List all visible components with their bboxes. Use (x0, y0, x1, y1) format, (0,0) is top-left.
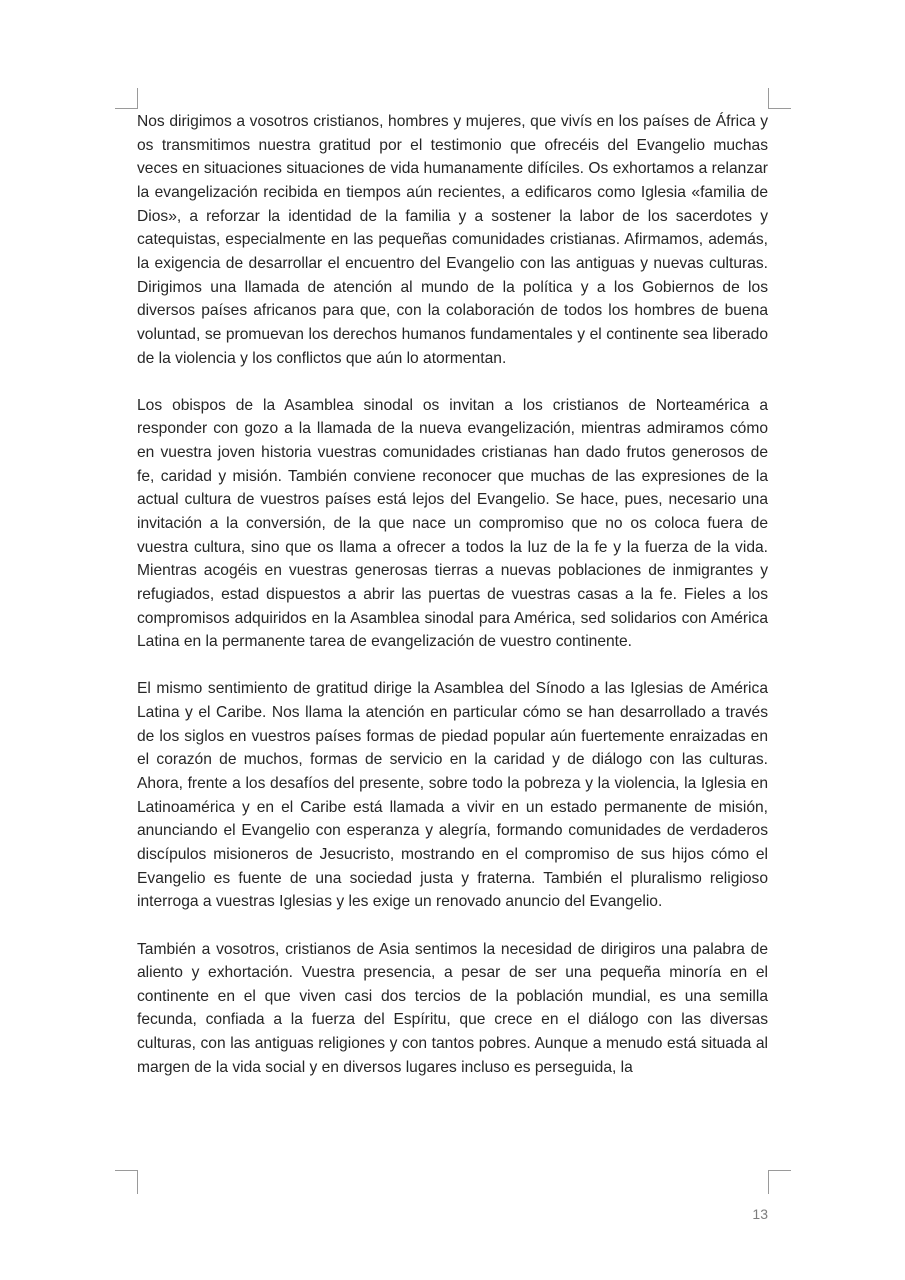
paragraph-asia: También a vosotros, cristianos de Asia sentimos la necesidad de dirigiros una palabra de aliento y exhortación. Vuestra presencia, a pesar de ser una pequeña minoría en el continente en el que viven casi dos tercios de la población mundial, es una semilla fecunda, confiada a la fuerza del Espíritu, que crece en el diálogo con las diversas culturas, con las antiguas religiones y con tantos pobres. Aunque a menudo está situada al margen de la vida social y en diversos lugares incluso es perseguida, la (137, 940, 768, 1076)
paragraph-latin-america: El mismo sentimiento de gratitud dirige la Asamblea del Sínodo a las Iglesias de América Latina y el Caribe. Nos llama la atención en particular cómo se han desarrollado a través de los siglos en vuestros países formas de piedad popular aún fuertemente enraizadas en el corazón de muchos, formas de servicio en la caridad y de diálogo con las culturas. Ahora, frente a los desafíos del presente, sobre todo la pobreza y la violencia, la Iglesia en Latinoamérica y en el Caribe está llamada a vivir en un estado permanente de misión, anunciando el Evangelio con esperanza y alegría, formando comunidades de verdaderos discípulos misioneros de Jesucristo, mostrando en el compromiso de sus hijos cómo el Evangelio es fuente de una sociedad justa y fraterna. También el pluralismo religioso interroga a vuestras Iglesias y les exige un renovado anuncio del Evangelio. (137, 680, 768, 911)
crop-mark-bottom-right (768, 1170, 791, 1194)
crop-mark-top-left (115, 88, 138, 109)
paragraph-north-america: Los obispos de la Asamblea sinodal os invitan a los cristianos de Norteamérica a responder con gozo a la llamada de la nueva evangelización, mientras admiramos cómo en vuestra joven historia vuestras comunidades cristianas han dado frutos generosos de fe, caridad y misión. También conviene reconocer que muchas de las expresiones de la actual cultura de vuestros países está lejos del Evangelio. Se hace, pues, necesario una invitación a la conversión, de la que nace un compromiso que no os coloca fuera de vuestra cultura, sino que os llama a ofrecer a todos la luz de la fe y la fuerza de la vida. Mientras acogéis en vuestras generosas tierras a nuevas poblaciones de inmigrantes y refugiados, estad dispuestos a abrir las puertas de vuestras casas a la fe. Fieles a los compromisos adquiridos en la Asamblea sinodal para América, sed solidarios con América Latina en la permanente tarea de evangelización de vuestro continente. (137, 396, 768, 651)
body-text (137, 110, 768, 1103)
crop-mark-top-right (768, 88, 791, 109)
crop-mark-bottom-left (115, 1170, 138, 1194)
paragraph-africa: Nos dirigimos a vosotros cristianos, hombres y mujeres, que vivís en los países de África y os transmitimos nuestra gratitud por el testimonio que ofrecéis del Evangelio muchas veces en situaciones situaciones de vida humanamente difíciles. Os exhortamos a relanzar la evangelización recibida en tiempos aún recientes, a edificaros como Iglesia «familia de Dios», a reforzar la identidad de la familia y a sostener la labor de los sacerdotes y catequistas, especialmente en las pequeñas comunidades cristianas. Afirmamos, además, la exigencia de desarrollar el encuentro del Evangelio con las antiguas y nuevas culturas. Dirigimos una llamada de atención al mundo de la política y a los Gobiernos de los diversos países africanos para que, con la colaboración de todos los hombres de buena voluntad, se promuevan los derechos humanos fundamentales y el continente sea liberado de la violencia y los conflictos que aún lo atormentan. (137, 113, 768, 367)
page-number: 13 (752, 1206, 768, 1222)
